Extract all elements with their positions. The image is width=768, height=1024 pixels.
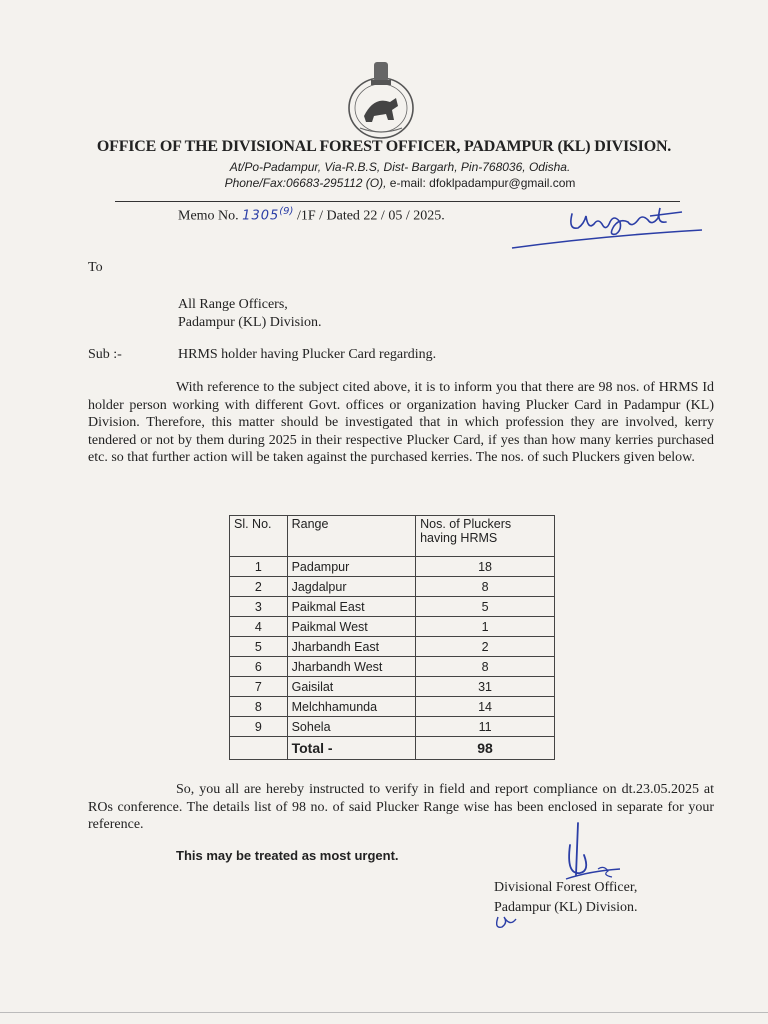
cell-range: Paikmal West bbox=[287, 617, 416, 637]
memo-superscript: (9) bbox=[279, 206, 294, 217]
state-emblem-icon bbox=[344, 58, 418, 142]
page-bottom-edge bbox=[0, 1012, 768, 1013]
cell-range: Jharbandh West bbox=[287, 657, 416, 677]
cell-range: Melchhamunda bbox=[287, 697, 416, 717]
table-row bbox=[230, 557, 555, 577]
total-value: 98 bbox=[416, 737, 555, 760]
body-paragraph-1: With reference to the subject cited above, it is to inform you that there are 98 nos. of HRMS Id holder person working with different Govt. offices or organization having Plucker Card in Padampur (KL) Division. Therefore, this matter should be investigated that in which profession they are involved, kerry tendered or not by them during 2025 in their respective Plucker Card, if yes than how many kerries purchased etc. so that further action will be taken against the purchased kerries. The nos. of such Pluckers given below. bbox=[88, 380, 714, 465]
cell-count: 14 bbox=[416, 697, 555, 717]
cell-count: 1 bbox=[416, 617, 555, 637]
office-title: OFFICE OF THE DIVISIONAL FOREST OFFICER, PADAMPUR (KL) DIVISION. bbox=[96, 138, 672, 155]
cell-sl: 6 bbox=[230, 657, 288, 677]
table-row bbox=[230, 657, 555, 677]
cell-count: 5 bbox=[416, 597, 555, 617]
cell-sl: 4 bbox=[230, 617, 288, 637]
memo-date: /1F / Dated 22 / 05 / 2025. bbox=[293, 208, 445, 224]
table-row bbox=[230, 697, 555, 717]
subject-text: HRMS holder having Plucker Card regarding. bbox=[178, 347, 437, 362]
cell-sl: 8 bbox=[230, 697, 288, 717]
col-header-count: Nos. of Pluckers having HRMS bbox=[416, 516, 555, 557]
cell-count: 11 bbox=[416, 717, 555, 737]
office-phone: Phone/Fax:06683-295112 (O), bbox=[224, 176, 387, 190]
col-header-sl: Sl. No. bbox=[230, 516, 288, 557]
table-total-row bbox=[230, 737, 555, 760]
signatory-division: Padampur (KL) Division. bbox=[494, 900, 638, 915]
cell-sl: 1 bbox=[230, 557, 288, 577]
cell-sl: 7 bbox=[230, 677, 288, 697]
cell-range: Gaisilat bbox=[287, 677, 416, 697]
cell-sl: 3 bbox=[230, 597, 288, 617]
signatory-title: Divisional Forest Officer, bbox=[494, 880, 638, 895]
subject-label: Sub :- bbox=[88, 347, 122, 362]
cell-sl: 2 bbox=[230, 577, 288, 597]
table-header-row bbox=[230, 516, 555, 557]
cell-count: 8 bbox=[416, 577, 555, 597]
table-row bbox=[230, 677, 555, 697]
pluckers-table bbox=[229, 515, 555, 760]
email-label: e-mail: bbox=[386, 176, 430, 190]
cell-range: Jagdalpur bbox=[287, 577, 416, 597]
office-address: At/Po-Padampur, Via-R.B.S, Dist- Bargarh, Pin-768036, Odisha. bbox=[229, 160, 571, 174]
urgent-handwritten-mark bbox=[510, 200, 710, 256]
body-paragraph-2: So, you all are hereby instructed to verify in field and report compliance on dt.23.05.2025 at ROs conference. The details list of 98 no. of said Plucker Range wise has been enclosed in separate for your reference. bbox=[88, 782, 714, 832]
memo-label: Memo No. bbox=[178, 208, 243, 224]
cell-count: 31 bbox=[416, 677, 555, 697]
cell-sl: 5 bbox=[230, 637, 288, 657]
table-row bbox=[230, 717, 555, 737]
cell-range: Jharbandh East bbox=[287, 637, 416, 657]
cell-range: Paikmal East bbox=[287, 597, 416, 617]
addressee-line1: All Range Officers, bbox=[178, 297, 288, 312]
cell-range: Sohela bbox=[287, 717, 416, 737]
to-label: To bbox=[88, 260, 103, 275]
office-contact bbox=[0, 176, 768, 190]
cell-count: 18 bbox=[416, 557, 555, 577]
addressee-line2: Padampur (KL) Division. bbox=[178, 315, 322, 330]
cell-range: Padampur bbox=[287, 557, 416, 577]
memo-number: 1305 bbox=[242, 208, 280, 224]
signature-icon bbox=[480, 815, 630, 935]
addressee bbox=[178, 296, 321, 332]
cell-count: 8 bbox=[416, 657, 555, 677]
memo-line bbox=[178, 206, 445, 225]
table-row bbox=[230, 597, 555, 617]
cell-count: 2 bbox=[416, 637, 555, 657]
cell-blank bbox=[230, 737, 288, 760]
table-row bbox=[230, 637, 555, 657]
table-row bbox=[230, 617, 555, 637]
table-row bbox=[230, 577, 555, 597]
urgent-note: This may be treated as most urgent. bbox=[176, 848, 399, 863]
col-header-range: Range bbox=[287, 516, 416, 557]
total-label: Total - bbox=[287, 737, 416, 760]
cell-sl: 9 bbox=[230, 717, 288, 737]
office-email: dfoklpadampur@gmail.com bbox=[429, 176, 576, 190]
